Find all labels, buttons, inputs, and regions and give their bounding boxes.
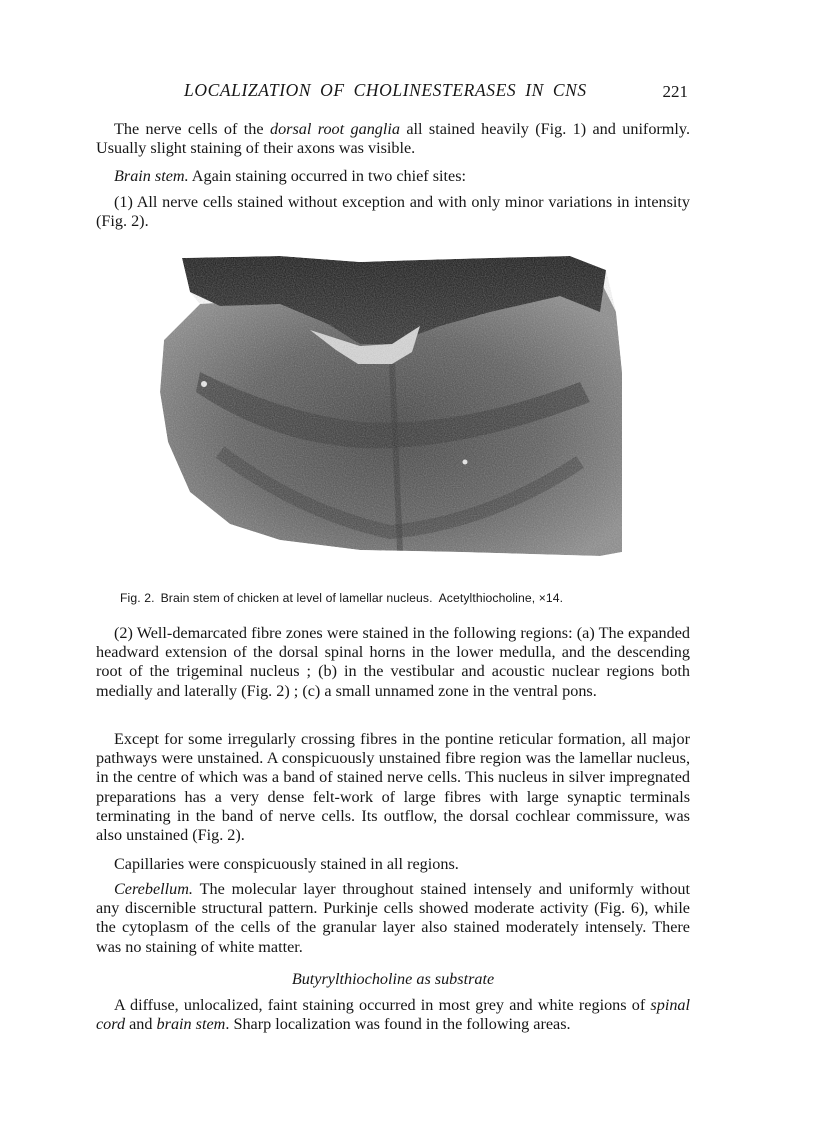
paragraph-text: and — [125, 1015, 157, 1034]
subheading-butyrylthiocholine: Butyrylthiocholine as substrate — [291, 970, 495, 988]
figure-label: Fig. 2. — [120, 591, 155, 605]
section-heading-cerebellum: Cerebellum. — [114, 880, 193, 898]
term-brain-stem: brain stem — [156, 1015, 226, 1034]
running-title: LOCALIZATION OF CHOLINESTERASES IN CNS — [184, 80, 587, 100]
figure-caption — [120, 591, 720, 605]
term-dorsal-root-ganglia: dorsal root ganglia — [269, 120, 400, 138]
brain-stem-micrograph-image — [160, 252, 626, 588]
paragraph-dorsal-root-ganglia — [96, 120, 690, 158]
paragraph-text: The nerve cells of the — [114, 120, 270, 138]
paragraph-text: . Sharp localization was found in the following areas. — [225, 1015, 571, 1034]
paragraph-capillaries: Capillaries were conspicuously stained in all regions. — [114, 855, 459, 873]
running-head — [96, 80, 692, 106]
paragraph-brain-stem — [96, 167, 690, 186]
page-number: 221 — [662, 82, 688, 101]
paragraph-diffuse-staining — [96, 996, 690, 1034]
paragraph-text: A diffuse, unlocalized, faint staining occurred in most grey and white regions of — [114, 996, 651, 1014]
figure-caption-text: Brain stem of chicken at level of lamellar nucleus. — [160, 591, 433, 605]
paragraph-fibre-zones: (2) Well-demarcated fibre zones were stained in the following regions: (a) The expanded headward extension of the dorsal spinal horns in the lower medulla, and the descending root of the trigeminal nucleus ; (b) in the vestibular and acoustic nuclear regions both medially and laterally (Fig. 2) ; (c) a small unnamed zone in the ventral pons. — [96, 624, 690, 700]
paragraph-cerebellum — [96, 880, 690, 957]
figure-stain-text: Acetylthiocholine, ×14. — [438, 591, 564, 605]
paragraph-text: The molecular layer throughout stained intensely and uniformly without any discernible structural pattern. Purkinje cells showed moderate activity (Fig. 6), while the cytoplasm of the cells of the granular layer also stained moderately intensely. There was no staining of white matter. — [96, 880, 690, 956]
paragraph-pathways: Except for some irregularly crossing fibres in the pontine reticular formation, all major pathways were unstained. A conspicuously unstained fibre region was the lamellar nucleus, in the centre of which was a band of stained nerve cells. This nucleus in silver impregnated preparations has a very dense felt-work of large fibres with large synaptic terminals terminating in the band of nerve cells. Its outflow, the dorsal cochlear commissure, was also unstained (Fig. 2). — [96, 730, 690, 845]
section-heading-brain-stem: Brain stem. — [114, 167, 189, 185]
term-spinal-cord: spinal cord — [96, 996, 690, 1034]
paragraph-text: Again staining occurred in two chief sites: — [188, 167, 467, 185]
figure-2-micrograph — [160, 252, 626, 588]
paragraph-text: all stained heavily (Fig. 1) and uniformly. Usually slight staining of their axons was visible. — [96, 120, 690, 158]
paragraph-nerve-cells: (1) All nerve cells stained without exception and with only minor variations in intensity (Fig. 2). — [96, 193, 690, 231]
